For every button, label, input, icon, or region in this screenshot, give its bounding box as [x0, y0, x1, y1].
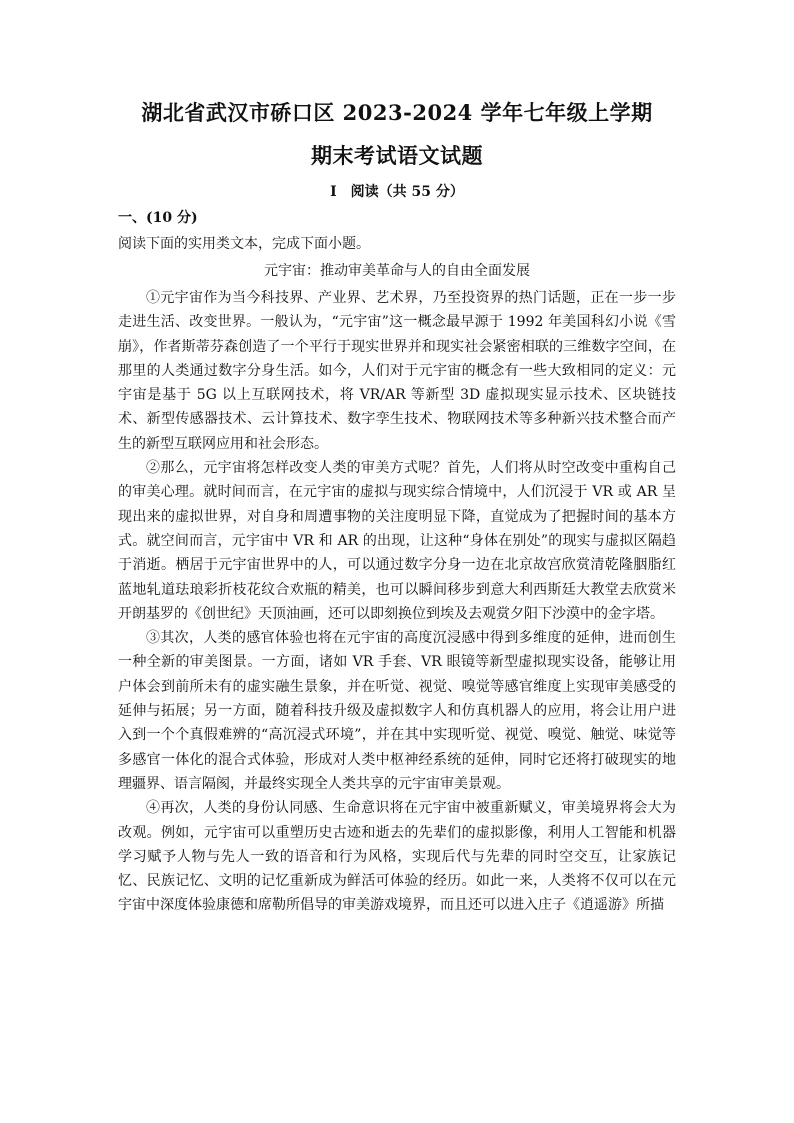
paragraph-4: ④再次，人类的身份认同感、生命意识将在元宇宙中被重新赋义，审美境界将会大为改观。例如，元宇宙可以重塑历史古迹和逝去的先辈们的虚拟影像，利用人工智能和机器学习赋予人物与先人一致的语音和行为风格，实现后代与先辈的同时空交互，让家族记忆、民族记忆、文明的记忆重新成为鲜活可体验的经历。如此一来，人类将不仅可以在元宇宙中深度体验康德和席勒所倡导的审美游戏境界，而且还可以进入庄子《逍遥游》所描 [118, 800, 676, 914]
paragraph-1: ①元宇宙作为当今科技界、产业界、艺术界，乃至投资界的热门话题，正在一步一步走进生活、改变世界。一般认为，“元宇宙”这一概念最早源于 1992 年美国科幻小说《雪崩》，作者斯蒂芬森创造了一个平行于现实世界并和现实社会紧密相联的三维数字空间，在那里的人类通过数字分身生活。如今，人们对于元宇宙的概念有一些大致相同的定义：元宇宙是基于 5G 以上互联网技术，将 VR/AR 等新型 3D 虚拟现实显示技术、区块链技术、新型传感器技术、云计算技术、数字孪生技术、物联网技术等多种新兴技术整合而产生的新型互联网应用和社会形态。 [118, 290, 676, 452]
paragraph-2: ②那么，元宇宙将怎样改变人类的审美方式呢？首先，人们将从时空改变中重构自己的审美心理。就时间而言，在元宇宙的虚拟与现实综合情境中，人们沉浸于 VR 或 AR 呈现出来的虚拟世界，对自身和周遭事物的关注度明显下降，直觉成为了把握时间的基本方式。就空间而言，元宇宙中 VR 和 AR 的出现，让这种“身体在别处”的现实与虚拟区隔趋于消逝。栖居于元宇宙世界中的人，可以通过数字分身一边在北京故宫欣赏清乾隆胭脂红蓝地轧道珐琅彩折枝花纹合欢瓶的精美，也可以瞬间移步到意大利西斯廷大教堂去欣赏米开朗基罗的《创世纪》天顶油画，还可以即刻换位到埃及去观赏夕阳下沙漠中的金字塔。 [118, 460, 676, 622]
exam-title-line2: 期末考试语文试题 [311, 143, 483, 168]
question-instruction: 阅读下面的实用类文本，完成下面小题。 [118, 236, 370, 252]
article-body [118, 286, 676, 918]
question-number: 一、(10 分) [118, 210, 198, 226]
article-title: 元宇宙：推动审美革命与人的自由全面发展 [264, 263, 530, 279]
section-heading: Ⅰ 阅读（共 55 分） [330, 184, 464, 200]
exam-title-line1: 湖北省武汉市硚口区 2023-2024 学年七年级上学期 [141, 100, 653, 125]
paragraph-3: ③其次，人类的感官体验也将在元宇宙的高度沉浸感中得到多维度的延伸，进而创生一种全新的审美图景。一方面，诸如 VR 手套、VR 眼镜等新型虚拟现实设备，能够让用户体会到前所未有的虚实融生景象，并在听觉、视觉、嗅觉等感官维度上实现审美感受的延伸与拓展；另一方面，随着科技升级及虚拟数字人和仿真机器人的应用，将会让用户进入到一个个真假难辨的“高沉浸式环境”，并在其中实现听觉、视觉、嗅觉、触觉、味觉等多感官一体化的混合式体验，形成对人类中枢神经系统的延伸，同时它还将打破现实的地理疆界、语言隔阂，并最终实现全人类共享的元宇宙审美景观。 [118, 630, 676, 792]
